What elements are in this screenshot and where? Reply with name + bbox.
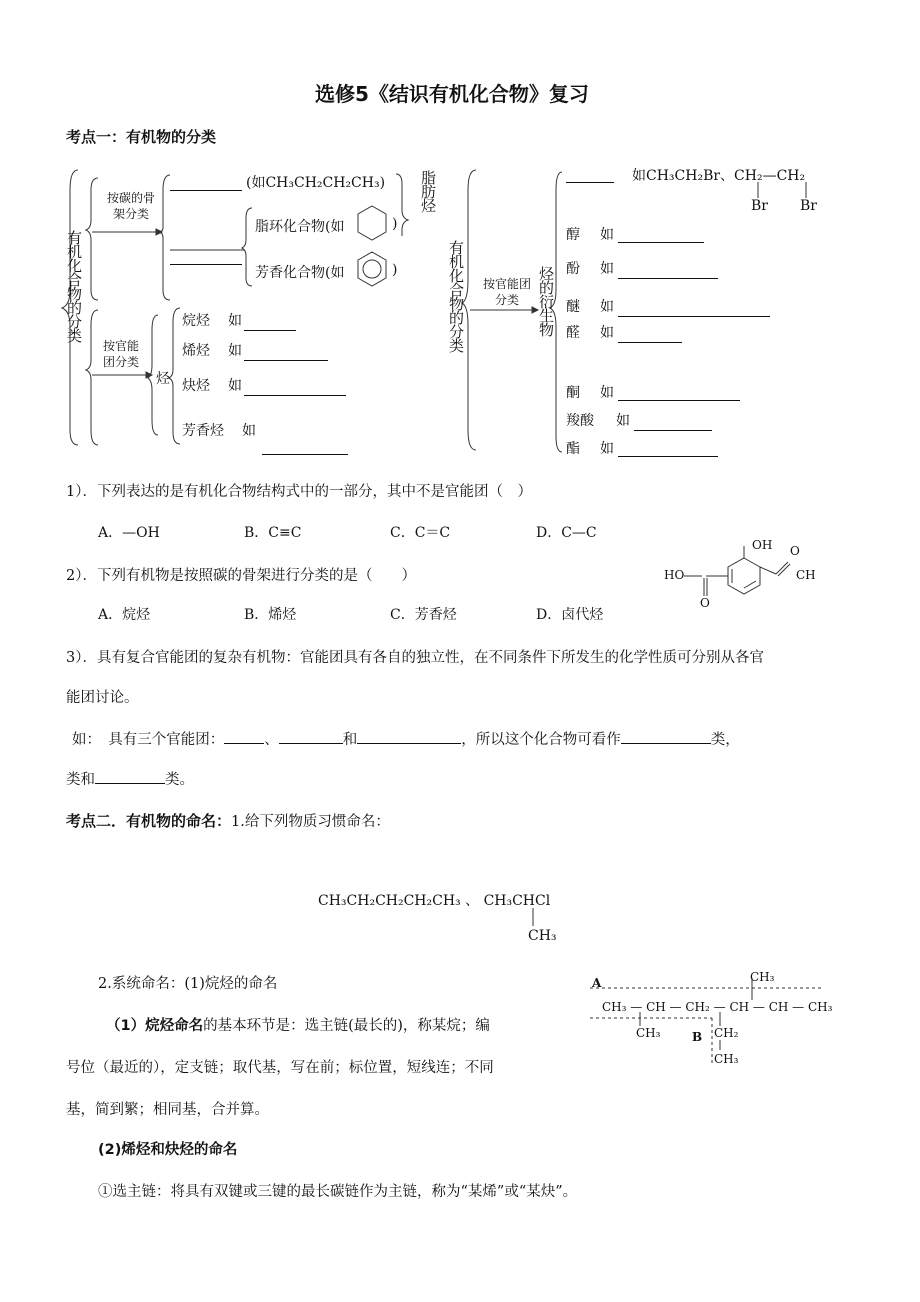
blank-aldehyde[interactable]	[618, 328, 682, 343]
alcohol-label: 醇	[566, 227, 580, 243]
ester-ru: 如	[600, 441, 614, 457]
blank-class-2[interactable]	[95, 769, 165, 784]
alkyne-ru: 如	[228, 378, 242, 394]
acid-label: 羧酸	[566, 413, 594, 429]
struct-top-ch3: CH₃	[750, 970, 775, 984]
q1-option-b[interactable]: B．C≡C	[244, 525, 302, 541]
blank-group-3[interactable]	[357, 729, 461, 744]
by-group-label-right: 按官能团分类	[482, 277, 531, 307]
alkene-ru: 如	[228, 343, 242, 359]
q1-option-a[interactable]: A．—OH	[98, 525, 160, 541]
page-title: 选修5《结识有机化合物》复习	[315, 82, 589, 106]
aldehyde-ru: 如	[600, 325, 614, 341]
alkene-alkyne-naming: (2)烯烃和炔烃的命名	[98, 1142, 238, 1158]
section-heading-1: 考点一：有机物的分类	[66, 128, 217, 146]
ether-label: 醚	[566, 299, 580, 315]
blank-ketone[interactable]	[618, 386, 740, 401]
hydrocarbon-label: 烃	[156, 371, 170, 387]
by-group-label-left: 按官能团分类	[102, 339, 139, 369]
q3-line3-b: ，所以这个化合物可看作	[461, 732, 621, 748]
alicyclic-close: )	[392, 216, 398, 232]
blank-alcohol[interactable]	[618, 228, 704, 243]
q3-line4-b: 类。	[165, 772, 194, 788]
q3-fill-line	[72, 728, 740, 749]
derivative-label: 烃的衍生物	[537, 266, 555, 336]
blank-halide[interactable]	[566, 168, 614, 183]
alkane-label: 烷烃	[182, 313, 210, 329]
benzene-icon	[356, 250, 388, 288]
q3-line4-a: 类和	[66, 772, 95, 788]
struct-branch-end: CH₃	[714, 1052, 739, 1066]
phenol-ru: 如	[600, 261, 614, 277]
question-2-stem: 2）．下列有机物是按照碳的骨架进行分类的是（ ）	[66, 568, 416, 584]
structure-dashes	[584, 970, 833, 1070]
blank-cyclic[interactable]	[170, 250, 242, 265]
aromatic-label: 芳香化合物(如	[255, 265, 345, 281]
ketone-label: 酮	[566, 385, 580, 401]
mol-o2: O	[790, 544, 800, 558]
question-3-line2: 能团讨论。	[66, 690, 139, 706]
q1-option-c[interactable]: C．C＝C	[390, 525, 451, 541]
ester-label: 酯	[566, 441, 580, 457]
alicyclic-label: 脂环化合物(如	[255, 219, 345, 235]
blank-ester[interactable]	[618, 442, 718, 457]
cyclohexane-icon	[356, 204, 388, 242]
formula-1: CH₃CH₂CH₂CH₂CH₃ 、 CH₃CHCl	[318, 893, 551, 909]
step-1: ①选主链：将具有双键或三键的最长碳链作为主链，称为“某烯”或“某炔”。	[98, 1184, 578, 1200]
blank-class-1[interactable]	[621, 729, 711, 744]
q3-line3-a: 如： 具有三个官能团：	[72, 732, 225, 748]
ketone-ru: 如	[600, 385, 614, 401]
rule-text-2: 号位（最近的），定支链；取代基，写在前；标位置，短线连；不同	[66, 1060, 494, 1076]
q2-option-d[interactable]: D．卤代烃	[536, 607, 604, 623]
q3-sep: 、	[264, 732, 279, 748]
rule-text-3: 基，简到繁；相同基，合并算。	[66, 1102, 269, 1118]
br-1: Br	[751, 198, 768, 214]
q3-and: 和	[342, 732, 358, 748]
blank-alkene[interactable]	[244, 346, 328, 361]
question-3-line1: 3）．具有复合官能团的复杂有机物：官能团具有各自的独立性，在不同条件下所发生的化学性质可分别从各官	[66, 650, 764, 666]
mol-ho: HO	[664, 568, 685, 582]
formula-branch-bond	[528, 908, 538, 928]
blank-arene[interactable]	[262, 440, 348, 455]
blank-alkane[interactable]	[244, 316, 296, 331]
alkane-ru: 如	[228, 313, 242, 329]
label-a: A	[592, 976, 602, 990]
struct-main-chain: CH₃ — CH — CH₂ — CH — CH — CH₃	[602, 1000, 833, 1014]
section-heading-2: 考点二．有机物的命名：	[66, 812, 232, 830]
acid-ru: 如	[616, 413, 630, 429]
mol-ch: CH	[796, 568, 816, 582]
blank-acid[interactable]	[634, 416, 712, 431]
alkyne-label: 炔烃	[182, 378, 210, 394]
right-root-label: 有机化合物的分类	[447, 240, 465, 352]
section-2-intro: 1.给下列物质习惯命名：	[231, 814, 390, 830]
arene-label: 芳香烃	[182, 423, 224, 439]
q2-option-c[interactable]: C．芳香烃	[390, 607, 457, 623]
mol-oh: OH	[752, 538, 773, 552]
question-1-stem: 1）．下列表达的是有机化合物结构式中的一部分，其中不是官能团（ ）	[66, 484, 532, 500]
open-chain-example: (如CH₃CH₂CH₂CH₃)	[246, 175, 386, 191]
aldehyde-label: 醛	[566, 325, 580, 341]
aromatic-close: )	[392, 262, 398, 278]
q2-option-b[interactable]: B．烯烃	[244, 607, 297, 623]
left-root-label: 有机化合物的分类	[65, 230, 83, 342]
blank-phenol[interactable]	[618, 264, 718, 279]
rule-line-1	[106, 1014, 490, 1035]
mol-o1: O	[700, 596, 710, 610]
alcohol-ru: 如	[600, 227, 614, 243]
blank-ether[interactable]	[618, 302, 770, 317]
aliphatic-label: 脂肪烃	[419, 170, 437, 212]
struct-branch-ch2: CH₂	[714, 1026, 739, 1040]
arene-ru: 如	[242, 423, 256, 439]
blank-group-2[interactable]	[279, 729, 343, 744]
section-2-heading-line	[66, 810, 390, 831]
formula-1-branch: CH₃	[528, 928, 557, 944]
label-b: B	[692, 1030, 703, 1044]
blank-open-chain[interactable]	[170, 176, 242, 191]
systematic-naming: 2.系统命名：(1)烷烃的命名	[98, 976, 278, 992]
br-2: Br	[800, 198, 817, 214]
blank-group-1[interactable]	[224, 729, 264, 744]
by-skeleton-label: 按碳的骨架分类	[106, 191, 155, 221]
rule-text-1: 的基本环节是：选主链(最长的)，称某烷；编	[203, 1018, 490, 1034]
phenol-label: 酚	[566, 261, 580, 277]
q1-option-d[interactable]: D．C—C	[536, 525, 597, 541]
ether-ru: 如	[600, 299, 614, 315]
blank-alkyne[interactable]	[244, 381, 346, 396]
q2-option-a[interactable]: A．烷烃	[98, 607, 151, 623]
alkene-label: 烯烃	[182, 343, 210, 359]
halide-example: 如CH₃CH₂Br、CH₂—CH₂	[632, 168, 806, 184]
rule-label: （1）烷烃命名	[106, 1018, 204, 1034]
struct-branch-ch3: CH₃	[636, 1026, 661, 1040]
q3-fill-line-2	[66, 768, 194, 789]
q3-line3-c: 类，	[710, 732, 740, 748]
